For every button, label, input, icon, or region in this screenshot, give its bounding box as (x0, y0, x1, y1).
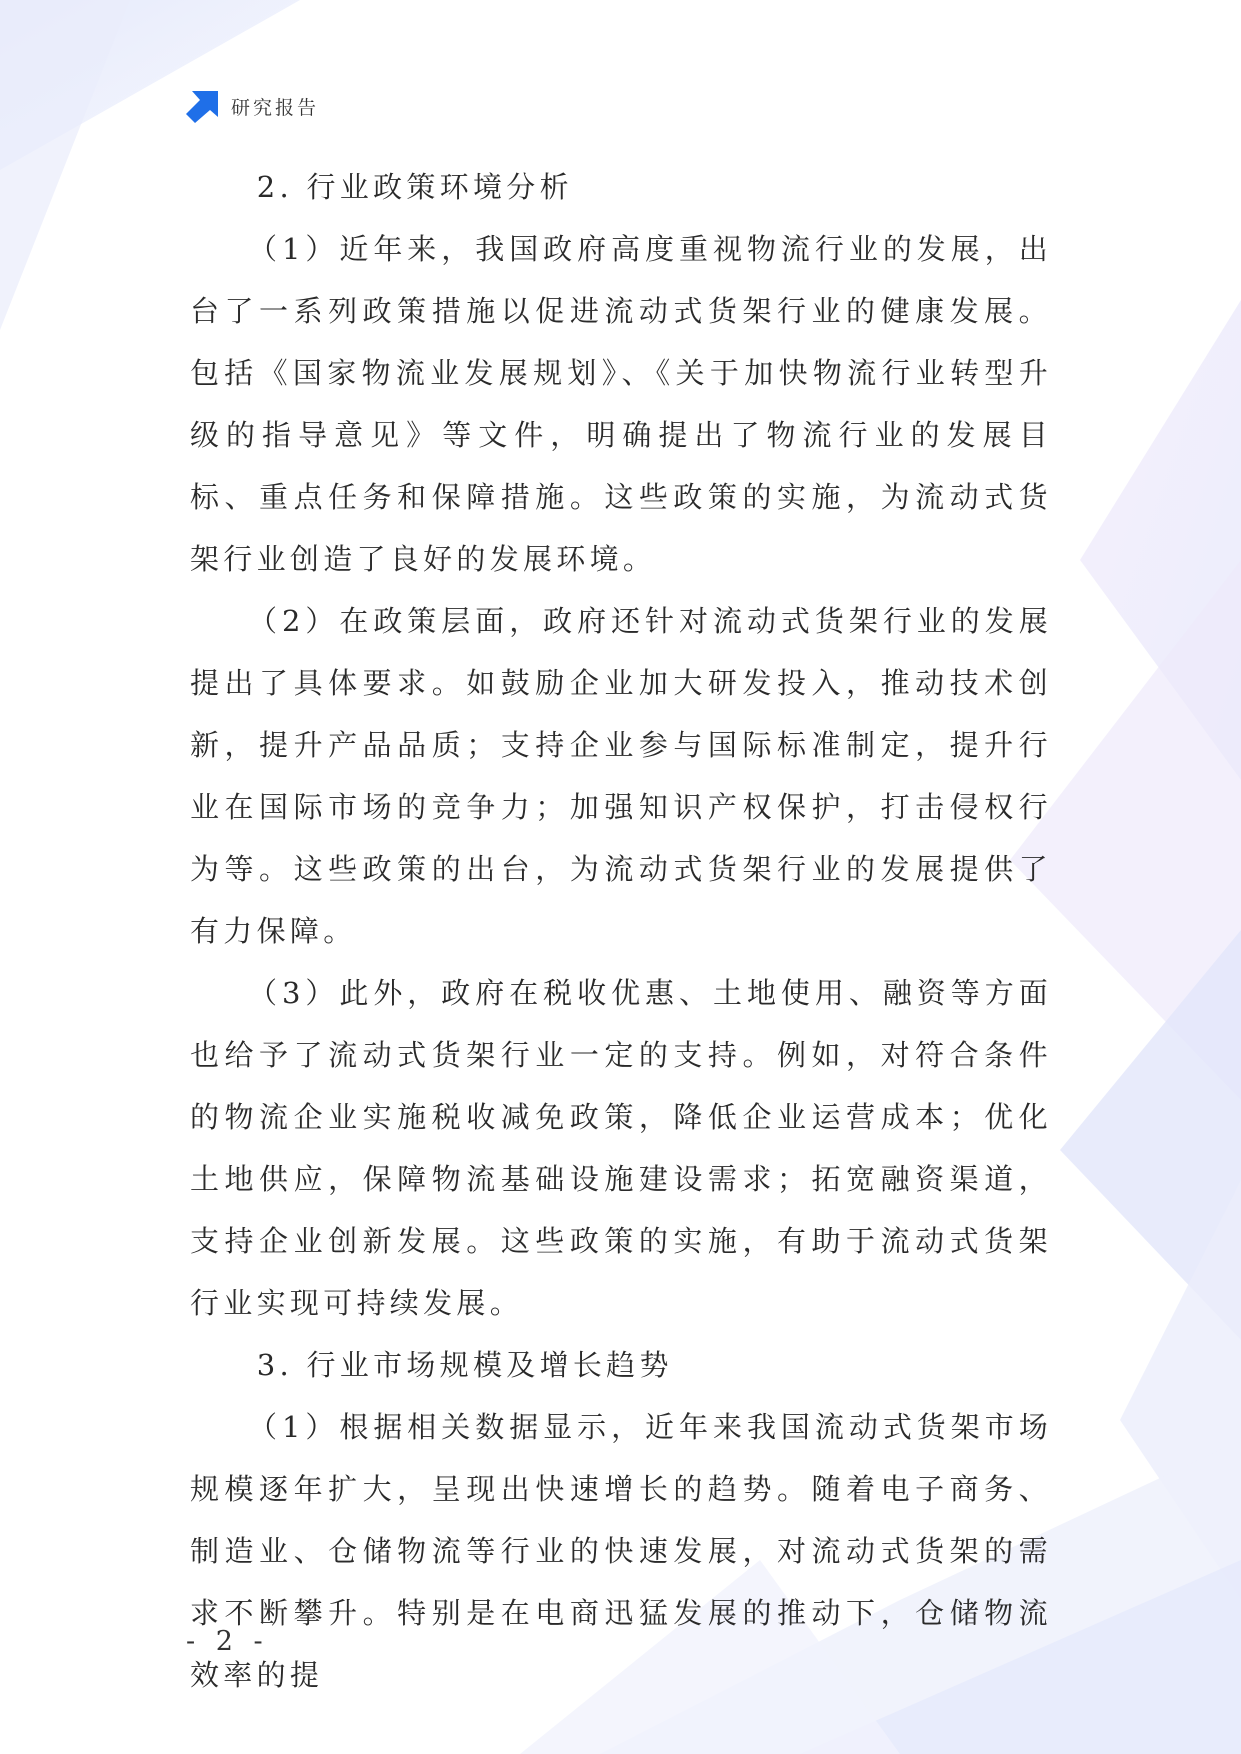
arrow-up-right-icon (186, 89, 220, 123)
report-header (186, 88, 319, 124)
section-heading: 3. 行业市场规模及增长趋势 (256, 1348, 673, 1382)
page-number: - 2 - (186, 1626, 269, 1657)
document-body (190, 156, 1052, 1706)
section-heading: 2. 行业政策环境分析 (256, 170, 573, 204)
report-title: 研究报告 (231, 96, 320, 119)
paragraph: （1）根据相关数据显示，近年来我国流动式货架市场规模逐年扩大，呈现出快速增长的趋势。随着电子商务、制造业、仓储物流等行业的快速发展，对流动式货架的需求不断攀升。特别是在电商迅猛发展的推动下，仓储物流效率的提 (190, 1410, 1052, 1692)
paragraph: （3）此外，政府在税收优惠、土地使用、融资等方面也给予了流动式货架行业一定的支持。例如，对符合条件的物流企业实施税收减免政策，降低企业运营成本；优化土地供应，保障物流基础设施建设需求；拓宽融资渠道，支持企业创新发展。这些政策的实施，有助于流动式货架行业实现可持续发展。 (190, 976, 1052, 1320)
paragraph: （2）在政策层面，政府还针对流动式货架行业的发展提出了具体要求。如鼓励企业加大研发投入，推动技术创新，提升产品品质；支持企业参与国际标准制定，提升行业在国际市场的竞争力；加强知识产权保护，打击侵权行为等。这些政策的出台，为流动式货架行业的发展提供了有力保障。 (190, 604, 1052, 948)
paragraph: （1）近年来，我国政府高度重视物流行业的发展，出台了一系列政策措施以促进流动式货架行业的健康发展。包括《国家物流业发展规划》、《关于加快物流行业转型升级的指导意见》等文件，明确提出了物流行业的发展目标、重点任务和保障措施。这些政策的实施，为流动式货架行业创造了良好的发展环境。 (190, 232, 1052, 576)
